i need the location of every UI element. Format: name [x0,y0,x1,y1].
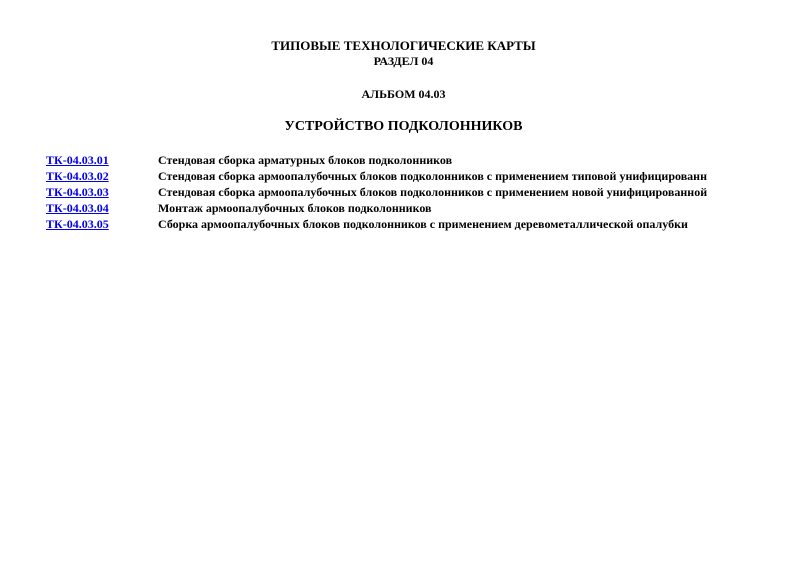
card-link-04-03-05[interactable]: ТК-04.03.05 [46,217,109,231]
list-item [46,184,807,200]
card-description: Стендовая сборка армоопалубочных блоков подколонников с применением новой унифицированной [158,185,708,199]
list-item [46,152,807,168]
document-title: ТИПОВЫЕ ТЕХНОЛОГИЧЕСКИЕ КАРТЫ [271,38,536,53]
card-link-04-03-03[interactable]: ТК-04.03.03 [46,185,109,199]
card-link-04-03-01[interactable]: ТК-04.03.01 [46,153,109,167]
list-item [46,216,807,232]
section-label: РАЗДЕЛ 04 [373,54,434,68]
card-description: Стендовая сборка армоопалубочных блоков подколонников с применением типовой унифицированн [158,169,707,183]
card-description: Монтаж армоопалубочных блоков подколонников [158,201,432,215]
card-link-04-03-04[interactable]: ТК-04.03.04 [46,201,109,215]
contents-list [46,152,807,232]
section-heading: УСТРОЙСТВО ПОДКОЛОННИКОВ [284,119,523,134]
card-link-04-03-02[interactable]: ТК-04.03.02 [46,169,109,183]
album-label: АЛЬБОМ 04.03 [361,87,446,101]
card-description: Сборка армоопалубочных блоков подколонников с применением деревометаллической опалубки [158,217,688,231]
card-description: Стендовая сборка арматурных блоков подколонников [158,153,453,167]
list-item [46,168,807,184]
list-item [46,200,807,216]
